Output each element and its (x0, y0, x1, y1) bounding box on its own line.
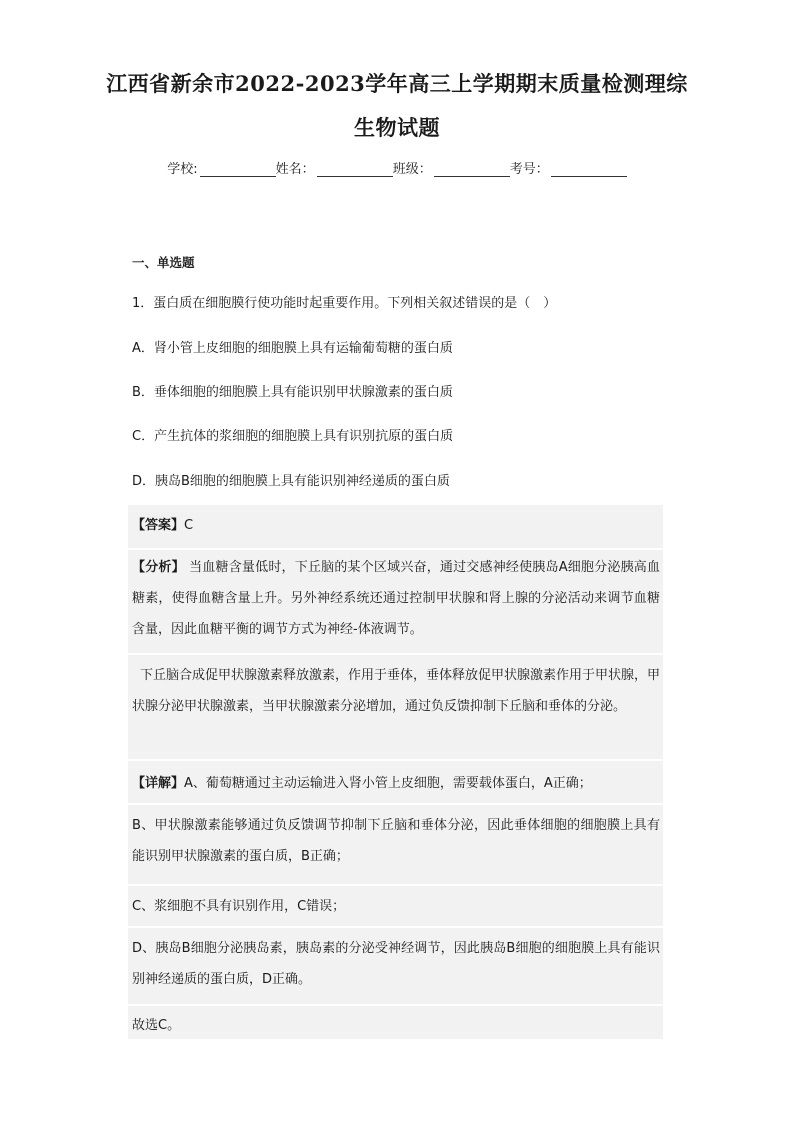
exam-number-field (510, 158, 627, 177)
school-blank[interactable] (200, 162, 276, 177)
divider (128, 926, 663, 928)
question-stem: 1．蛋白质在细胞膜行使功能时起重要作用。下列相关叙述错误的是（ ） (132, 296, 557, 311)
detail-paragraph-d: D、胰岛B细胞分泌胰岛素，胰岛素的分泌受神经调节，因此胰岛B细胞的细胞膜上具有能识别神经递质的蛋白质，D正确。 (132, 941, 660, 987)
page-title: 江西省新余市2022-2023学年高三上学期期末质量检测理综 (106, 71, 688, 96)
analysis-paragraph-2: 下丘脑合成促甲状腺激素释放激素，作用于垂体，垂体释放促甲状腺激素作用于甲状腺，甲状腺分泌甲状腺激素，当甲状腺激素分泌增加，通过负反馈抑制下丘脑和垂体的分泌。 (132, 668, 661, 714)
divider (128, 548, 663, 550)
divider (128, 653, 663, 655)
school-label: 学校: (167, 162, 198, 177)
divider (128, 803, 663, 805)
option-b: B．垂体细胞的细胞膜上具有能识别甲状腺激素的蛋白质 (132, 385, 453, 400)
answer-line (132, 514, 193, 533)
student-info-row (0, 158, 794, 177)
detail-paragraph-b: B、甲状腺激素能够通过负反馈调节抑制下丘脑和垂体分泌，因此垂体细胞的细胞膜上具有能识别甲状腺激素的蛋白质，B正确； (132, 818, 660, 864)
exam-number-label: 考号： (509, 162, 549, 177)
class-field (393, 158, 510, 177)
answer-value: C (184, 518, 194, 533)
class-blank[interactable] (434, 162, 510, 177)
detail-line-c: C、浆细胞不具有识别作用，C错误； (132, 899, 346, 914)
answer-label: 【答案】 (132, 518, 185, 533)
school-field (167, 158, 275, 177)
class-label: 班级： (392, 162, 432, 177)
name-field (276, 158, 393, 177)
analysis-label: 【分析】 (132, 560, 185, 575)
option-d: D．胰岛B细胞的细胞膜上具有能识别神经递质的蛋白质 (132, 474, 450, 489)
divider (128, 884, 663, 886)
divider (128, 1004, 663, 1006)
analysis-text-1: 当血糖含量低时，下丘脑的某个区域兴奋，通过交感神经使胰岛A细胞分泌胰高血糖素，使得血糖含量上升。另外神经系统还通过控制甲状腺和肾上腺的分泌活动来调节血糖含量，因此血糖平衡的调节方式为神经-体液调节。 (132, 560, 660, 637)
divider (128, 759, 663, 761)
name-blank[interactable] (317, 162, 393, 177)
analysis-paragraph-1 (132, 552, 660, 645)
option-a: A．肾小管上皮细胞的细胞膜上具有运输葡萄糖的蛋白质 (132, 341, 453, 356)
detail-label: 【详解】 (132, 776, 185, 791)
conclusion-line: 故选C。 (132, 1018, 181, 1033)
detail-line-a (132, 772, 592, 791)
page-subtitle: 生物试题 (354, 115, 440, 140)
name-label: 姓名： (275, 162, 315, 177)
option-c: C．产生抗体的浆细胞的细胞膜上具有识别抗原的蛋白质 (132, 429, 454, 444)
section-heading: 一、单选题 (132, 255, 195, 270)
exam-number-blank[interactable] (551, 162, 627, 177)
detail-text-a: A、葡萄糖通过主动运输进入肾小管上皮细胞，需要载体蛋白，A正确； (184, 776, 592, 791)
